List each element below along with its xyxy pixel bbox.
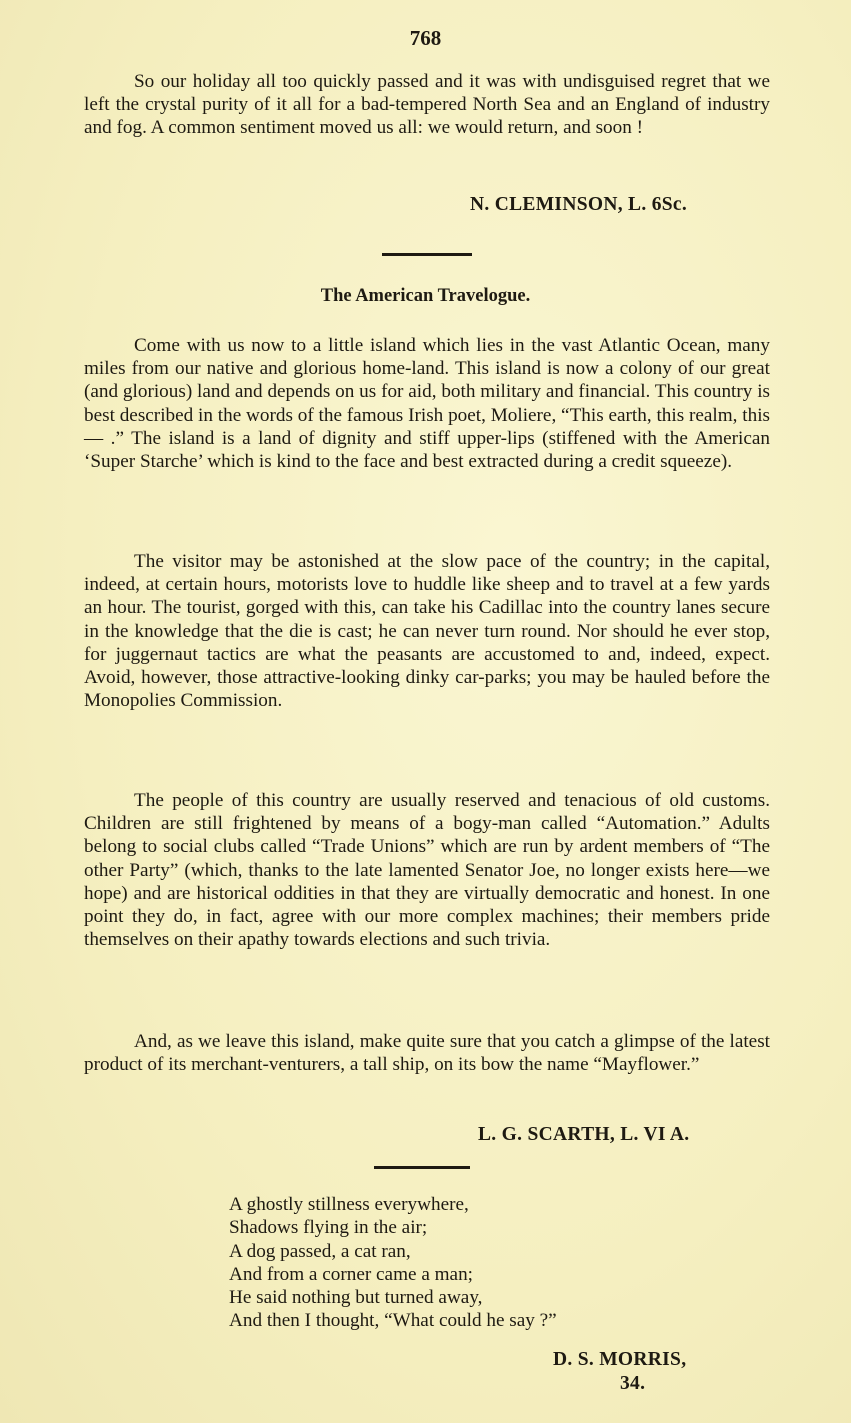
- poem-line: He said nothing but turned away,: [229, 1287, 483, 1309]
- paragraph: So our holiday all too quickly passed and it was with undisguised regret that we left the crystal purity of it all for a bad-tempered North Sea and an England of industry and fog. A common sentiment moved us all: we would return, and soon !: [84, 71, 770, 139]
- closing-paragraph-section-1: [84, 70, 770, 140]
- paragraph: The people of this country are usually reserved and tenacious of old customs. Children are still frightened by means of a bogy-man called “Automation.” Adults belong to social clubs called “Trade Unions” which are run by ardent members of “The other Party” (which, thanks to the late lamented Senator Joe, no longer exists here—we hope) and are historical oddities in that they are virtually democratic and honest. In one point they do, in fact, agree with our more complex machines; their members pride themselves on their apathy towards elections and such trivia.: [84, 790, 770, 951]
- signature-morris: D. S. MORRIS,: [553, 1349, 687, 1370]
- article-paragraph-3: [84, 789, 770, 951]
- poem-line: Shadows flying in the air;: [229, 1217, 428, 1239]
- poem-line: And from a corner came a man;: [229, 1263, 473, 1285]
- poem-line: A ghostly stillness everywhere,: [229, 1194, 469, 1215]
- section-divider: [374, 1166, 470, 1169]
- article-paragraph-4: [84, 1030, 770, 1076]
- signature-form: 34.: [620, 1373, 646, 1394]
- paragraph: And, as we leave this island, make quite sure that you catch a glimpse of the latest product of its merchant-venturers, a tall ship, on its bow the name “Mayflower.”: [84, 1031, 770, 1076]
- poem: [229, 1193, 557, 1333]
- poem-line: And then I thought, “What could he say ?”: [229, 1310, 557, 1332]
- poem-line: A dog passed, a cat ran,: [229, 1240, 411, 1262]
- paragraph: Come with us now to a little island which lies in the vast Atlantic Ocean, many miles from our native and glorious home-land. This island is now a colony of our great (and glorious) land and depends on us for aid, both military and financial. This country is best described in the words of the famous Irish poet, Moliere, “This earth, this realm, this— .” The island is a land of dignity and stiff upper-lips (stiffened with the American ‘Super Starche’ which is kind to the face and best extracted during a credit squeeze).: [84, 335, 770, 473]
- signature-cleminson: N. CLEMINSON, L. 6Sc.: [470, 194, 688, 215]
- article-paragraph-2: [84, 550, 770, 712]
- page-number: 768: [409, 26, 442, 50]
- signature-scarth: L. G. SCARTH, L. VI A.: [478, 1124, 690, 1145]
- article-paragraph-1: [84, 334, 770, 473]
- article-title: The American Travelogue.: [320, 286, 531, 306]
- section-divider: [382, 253, 472, 256]
- paragraph: The visitor may be astonished at the slow pace of the country; in the capital, indeed, at certain hours, motorists love to huddle like sheep and to travel at a few yards an hour. The tourist, gorged with this, can take his Cadillac into the country lanes secure in the knowledge that the die is cast; he can never turn round. Nor should he ever stop, for juggernaut tactics are what the peasants are accustomed to and, indeed, expect. Avoid, however, those attractive-looking dinky car-parks; you may be hauled before the Monopolies Commission.: [84, 551, 770, 712]
